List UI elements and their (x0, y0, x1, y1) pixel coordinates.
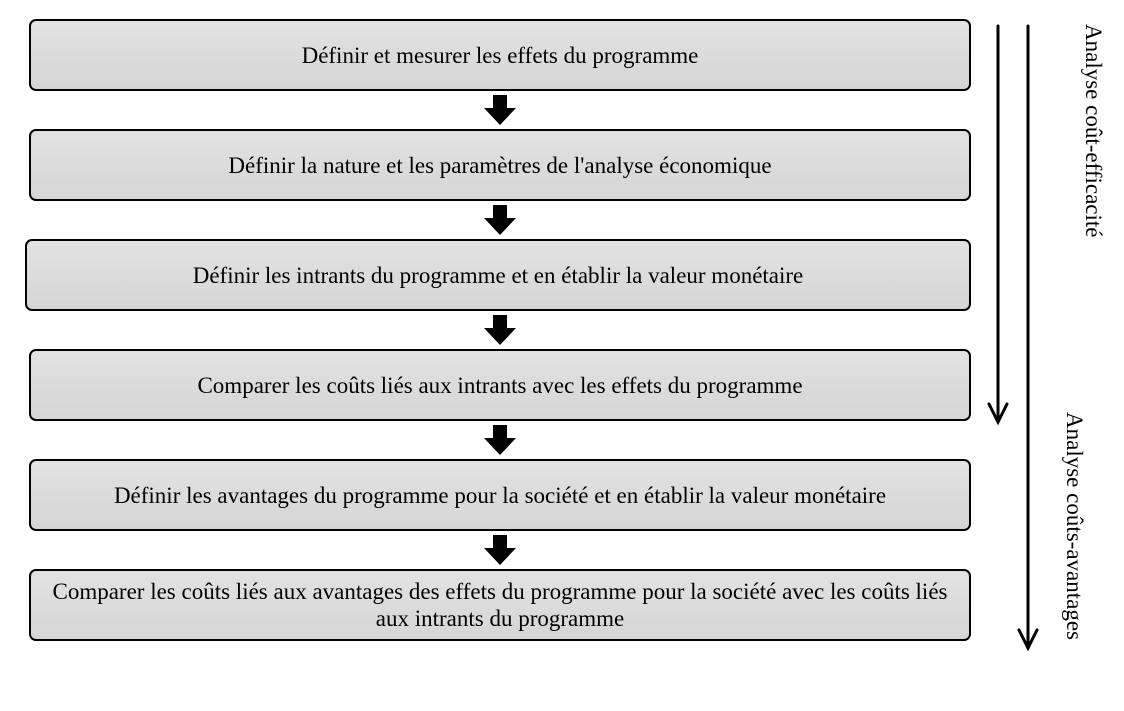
down-arrow-icon (484, 315, 516, 345)
step-box-compare-costs-benefits (29, 569, 971, 641)
cost-effectiveness-range-arrow (989, 26, 1007, 422)
cost-benefit-range-arrow (1019, 26, 1037, 648)
step-text: Définir les intrants du programme et en établir la valeur monétaire (192, 262, 804, 288)
step-text: Définir les avantages du programme pour la société et en établir la valeur monétaire (113, 482, 887, 508)
step-box-define-effects (29, 19, 971, 91)
down-arrow-icon (484, 425, 516, 455)
step-box-compare-costs-effects (29, 349, 971, 421)
step-text: Comparer les coûts liés aux avantages des effets du programme pour la société avec les coûts liés aux intrants du programme (52, 579, 948, 631)
down-arrow-icon (484, 205, 516, 235)
step-text: Définir la nature et les paramètres de l'analyse économique (228, 152, 772, 178)
step-text: Définir et mesurer les effets du programme (301, 42, 699, 68)
analysis-range-arrows (980, 20, 1050, 660)
down-arrow-icon (484, 95, 516, 125)
step-box-define-analysis (29, 129, 971, 201)
step-box-define-inputs (25, 239, 971, 311)
step-text: Comparer les coûts liés aux intrants avec les effets du programme (197, 372, 803, 398)
cost-benefit-label: Analyse coûts-avantages (1062, 412, 1087, 641)
down-arrow-icon (484, 535, 516, 565)
step-box-define-benefits (29, 459, 971, 531)
cost-effectiveness-label: Analyse coût-efficacité (1081, 24, 1106, 238)
